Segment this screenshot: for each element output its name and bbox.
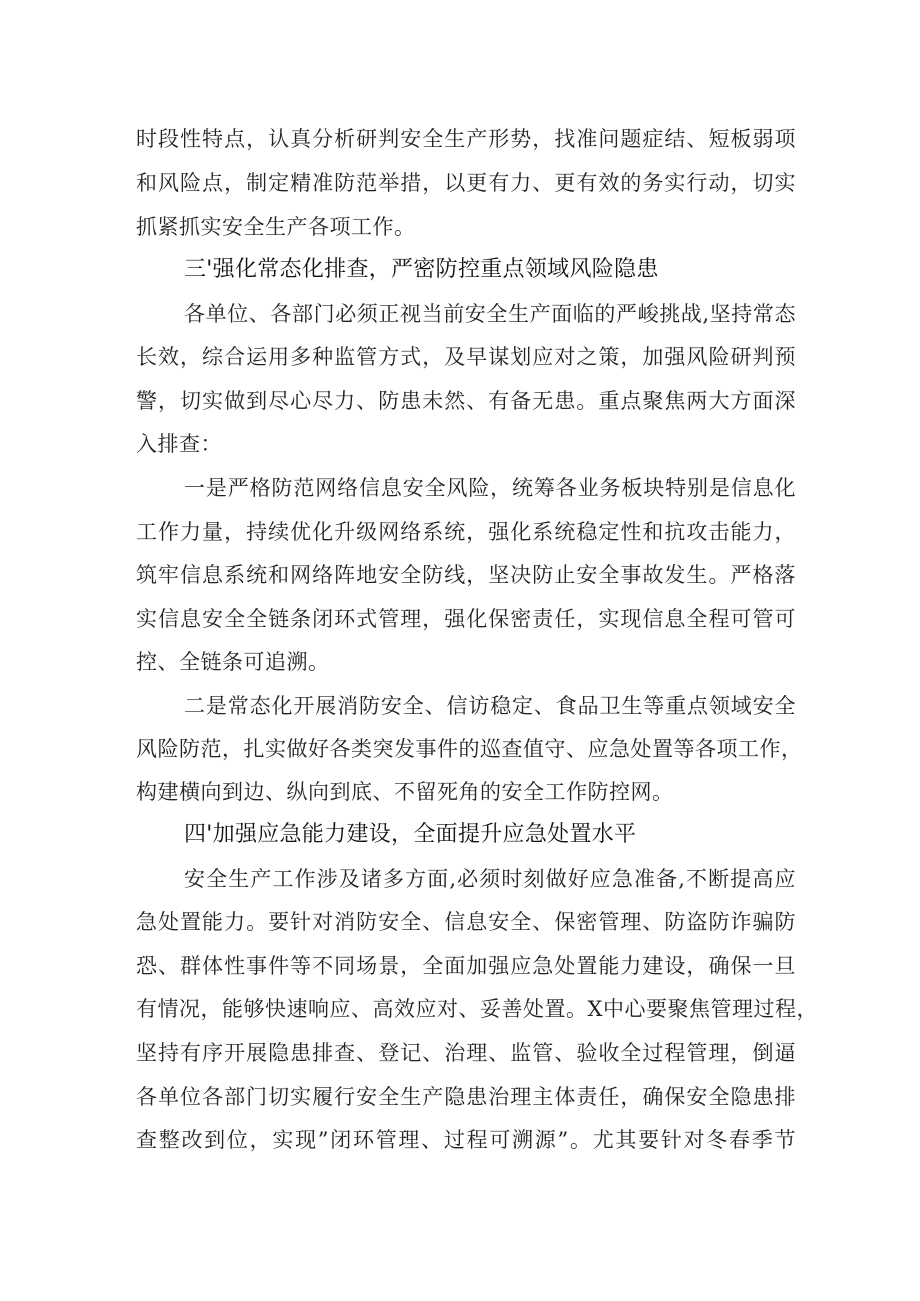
text-line: 控、全链条可追溯。 <box>136 650 330 674</box>
text-line: 入排查： <box>136 432 222 456</box>
text-line: 工作力量，持续优化升级网络系统，强化系统稳定性和抗攻击能力， <box>136 520 796 544</box>
text-line: 警，切实做到尽心尽力、防患未然、有备无患。重点聚焦两大方面深 <box>136 389 796 413</box>
text-line: 坚持有序开展隐患排查、登记、治理、监管、验收全过程管理，倒逼 <box>136 1041 796 1065</box>
text-line: 和风险点，制定精准防范举措，以更有力、更有效的务实行动，切实 <box>136 171 796 195</box>
text-line: 构建横向到边、纵向到底、不留死角的安全工作防控网。 <box>136 780 674 804</box>
text-line: 恐、群体性事件等不同场景，全面加强应急处置能力建设，确保一旦 <box>136 954 796 978</box>
text-line: 实信息安全全链条闭环式管理，强化保密责任，实现信息全程可管可 <box>136 607 796 631</box>
text-line: 急处置能力。要针对消防安全、信息安全、保密管理、防盗防诈骗防 <box>136 910 796 934</box>
section-heading-4: 四'加强应急能力建设，全面提升应急处置水平 <box>184 822 637 847</box>
text-line: 筑牢信息系统和网络阵地安全防线，坚决防止安全事故发生。严格落 <box>136 563 796 587</box>
text-line: 二是常态化开展消防安全、信访稳定、食品卫生等重点领域安全 <box>184 694 796 718</box>
text-line: 安全生产工作涉及诸多方面,必须时刻做好应急准备,不断提高应 <box>184 867 796 891</box>
text-line: 各单位各部门切实履行安全生产隐患治理主体责任，确保安全隐患排 <box>136 1085 796 1109</box>
text-line: 有情况，能够快速响应、高效应对、妥善处置。X中心要聚焦管理过程， <box>136 997 818 1021</box>
text-line: 各单位、各部门必须正视当前安全生产面临的严峻挑战,坚持常态 <box>184 302 796 326</box>
text-line: 抓紧抓实安全生产各项工作。 <box>136 215 416 239</box>
text-line: 查整改到位，实现”闭环管理、过程可溯源”。尤其要针对冬春季节 <box>136 1128 796 1152</box>
section-heading-3: 三'强化常态化排查，严密防控重点领域风险隐患 <box>184 257 659 282</box>
text-line: 一是严格防范网络信息安全风险，统筹各业务板块特别是信息化 <box>184 476 796 500</box>
text-line: 风险防范，扎实做好各类突发事件的巡查值守、应急处置等各项工作， <box>136 737 803 761</box>
text-line: 长效，综合运用多种监管方式，及早谋划应对之策，加强风险研判预 <box>136 345 796 369</box>
text-line: 时段性特点，认真分析研判安全生产形势，找准问题症结、短板弱项 <box>136 127 796 151</box>
